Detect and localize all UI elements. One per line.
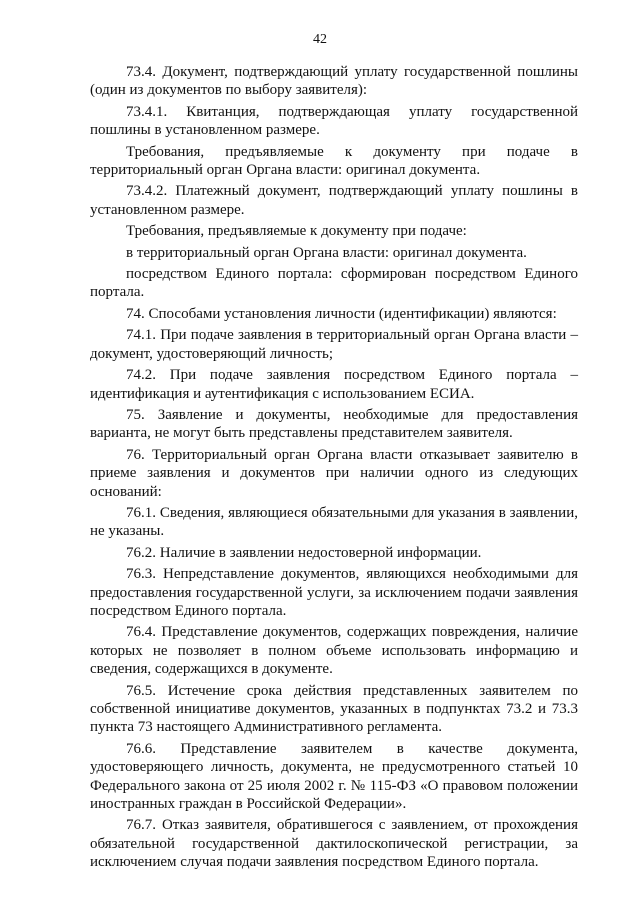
paragraph: 73.4.1. Квитанция, подтверждающая уплату государственной пошлины в установленном размере. xyxy=(90,103,578,139)
paragraph: 76.2. Наличие в заявлении недостоверной информации. xyxy=(126,544,482,561)
paragraph: 76.3. Непредставление документов, являющихся необходимыми для предоставления государственной услуги, за исключением подачи заявления посредством Единого портала. xyxy=(90,566,578,619)
paragraph: 76.4. Представление документов, содержащих повреждения, наличие которых не позволяет в полном объеме использовать информацию и сведения, содержащихся в документе. xyxy=(90,624,578,678)
paragraph: 74.1. При подаче заявления в территориальный орган Органа власти – документ, удостоверяющий личность; xyxy=(90,327,578,362)
page-number: 42 xyxy=(313,32,327,47)
paragraph: 76.6. Представление заявителем в качестве документа, удостоверяющего личность, документа, не предусмотренного статьей 10 Федерального закона от 25 июля 2002 г. № 115-ФЗ «О правовом положении иностранных граждан в Российской Федерации». xyxy=(90,740,578,813)
paragraph: 76. Территориальный орган Органа власти отказывает заявителю в приеме заявления и документов при наличии одного из следующих оснований: xyxy=(90,446,578,500)
paragraph: 76.5. Истечение срока действия представленных заявителем по собственной инициативе документов, указанных в подпунктах 73.2 и 73.3 пункта 73 настоящего Административного регламента. xyxy=(90,682,578,736)
paragraph: 74. Способами установления личности (идентификации) являются: xyxy=(126,305,557,322)
paragraph: 76.7. Отказ заявителя, обратившегося с заявлением, от прохождения обязательной государственной дактилоскопической регистрации, за исключением случая подачи заявления посредством Единого портала. xyxy=(90,817,578,871)
paragraph: в территориальный орган Органа власти: оригинал документа. xyxy=(126,244,527,261)
paragraph: Требования, предъявляемые к документу при подаче в территориальный орган Органа власти: оригинал документа. xyxy=(90,143,578,179)
paragraph: Требования, предъявляемые к документу при подаче: xyxy=(126,223,467,240)
paragraph: 76.1. Сведения, являющиеся обязательными для указания в заявлении, не указаны. xyxy=(90,504,578,540)
document-body xyxy=(90,63,578,875)
paragraph: 75. Заявление и документы, необходимые для предоставления варианта, не могут быть представлены представителем заявителя. xyxy=(90,406,578,442)
paragraph: 73.4.2. Платежный документ, подтверждающий уплату пошлины в установленном размере. xyxy=(90,183,578,218)
paragraph: 73.4. Документ, подтверждающий уплату государственной пошлины (один из документов по выбору заявителя): xyxy=(90,64,578,99)
paragraph: 74.2. При подаче заявления посредством Единого портала – идентификация и аутентификация с использованием ЕСИА. xyxy=(90,367,578,402)
paragraph: посредством Единого портала: сформирован посредством Единого портала. xyxy=(90,266,578,301)
